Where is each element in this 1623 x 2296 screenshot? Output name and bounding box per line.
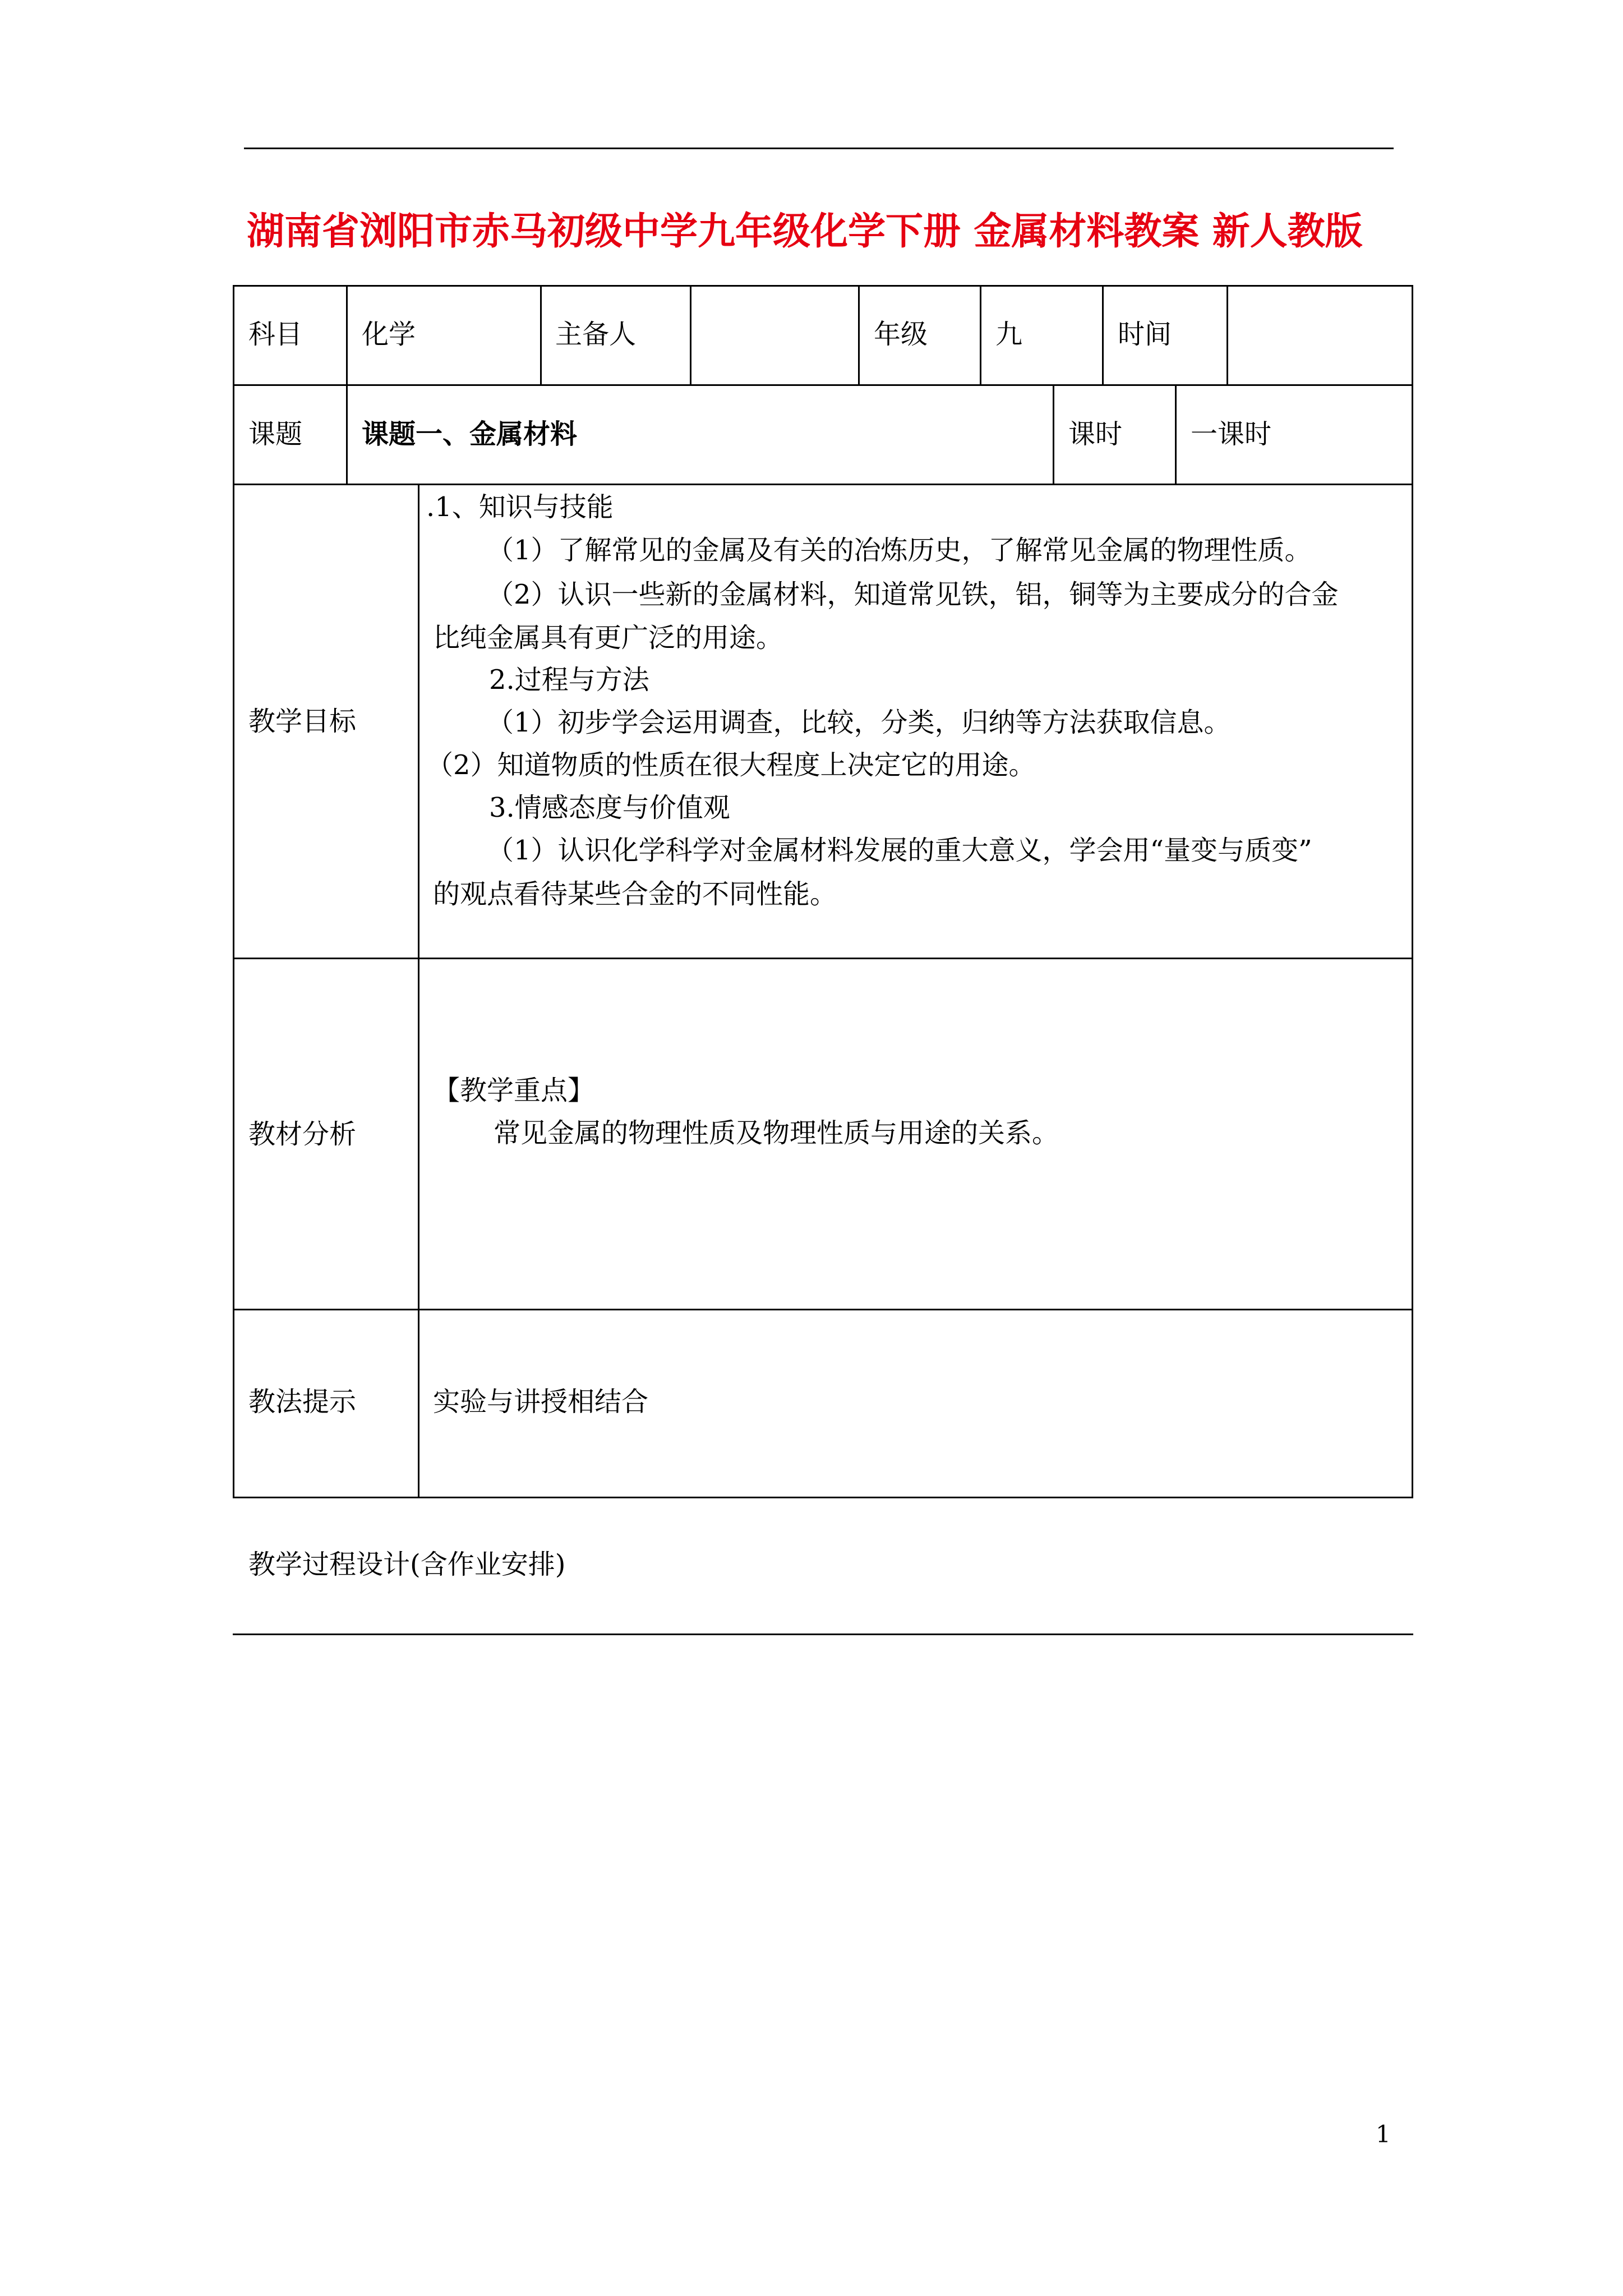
objectives-label: 教学目标	[248, 706, 357, 737]
time-label: 时间	[1118, 319, 1172, 350]
topic-value: 课题一、金属材料	[362, 418, 578, 450]
table-col-divider	[346, 285, 348, 384]
objective-line: 3.情感态度与价值观	[489, 792, 730, 823]
page-number: 1	[1376, 2120, 1391, 2148]
method-label: 教法提示	[248, 1386, 357, 1418]
section-rule	[233, 1634, 1413, 1635]
table-row-divider	[233, 1309, 1413, 1310]
period-value: 一课时	[1191, 418, 1272, 450]
analysis-label: 教材分析	[248, 1119, 357, 1150]
table-border-bottom	[233, 1497, 1413, 1498]
key-point-text: 常见金属的物理性质及物理性质与用途的关系。	[494, 1117, 1059, 1149]
header-rule	[244, 148, 1394, 149]
table-col-divider	[1175, 384, 1177, 484]
document-title: 湖南省浏阳市赤马初级中学九年级化学下册 金属材料教案 新人教版	[247, 209, 1363, 253]
table-col-divider	[1227, 285, 1228, 384]
table-row-divider	[233, 384, 1413, 386]
objective-line: （2）知道物质的性质在很大程度上决定它的用途。	[426, 749, 1036, 781]
objective-line: （1）初步学会运用调查，比较，分类，归纳等方法获取信息。	[487, 707, 1231, 738]
preparer-label: 主备人	[555, 319, 637, 350]
table-col-divider	[980, 285, 981, 384]
table-col-divider	[346, 384, 348, 484]
table-col-divider	[1053, 384, 1054, 484]
table-row-divider	[233, 958, 1413, 959]
process-heading: 教学过程设计(含作业安排)	[248, 1549, 566, 1580]
table-col-divider	[858, 285, 860, 384]
table-border-right	[1412, 285, 1413, 1498]
table-border-top	[233, 285, 1413, 287]
topic-label: 课题	[248, 418, 303, 450]
objective-line: 的观点看待某些合金的不同性能。	[433, 878, 837, 910]
objective-line: .1、知识与技能	[426, 491, 614, 523]
subject-value: 化学	[362, 319, 416, 350]
objective-line: 比纯金属具有更广泛的用途。	[433, 622, 783, 654]
table-row-divider	[233, 484, 1413, 485]
table-border-left	[233, 285, 234, 1498]
period-label: 课时	[1068, 418, 1123, 450]
method-text: 实验与讲授相结合	[433, 1386, 649, 1418]
key-point-heading: 【教学重点】	[433, 1075, 595, 1106]
table-col-divider	[540, 285, 542, 384]
table-col-divider	[690, 285, 691, 384]
objective-line: 2.过程与方法	[489, 664, 649, 696]
objective-line: （1）了解常见的金属及有关的冶炼历史，了解常见金属的物理性质。	[487, 535, 1312, 566]
grade-value: 九	[995, 319, 1023, 350]
objective-line: （2）认识一些新的金属材料，知道常见铁，铝，铜等为主要成分的合金	[487, 579, 1339, 610]
grade-label: 年级	[874, 319, 928, 350]
table-col-divider	[418, 484, 419, 1498]
table-col-divider	[1102, 285, 1104, 384]
objective-line: （1）认识化学科学对金属材料发展的重大意义，学会用“量变与质变”	[487, 835, 1312, 866]
subject-label: 科目	[248, 319, 303, 350]
